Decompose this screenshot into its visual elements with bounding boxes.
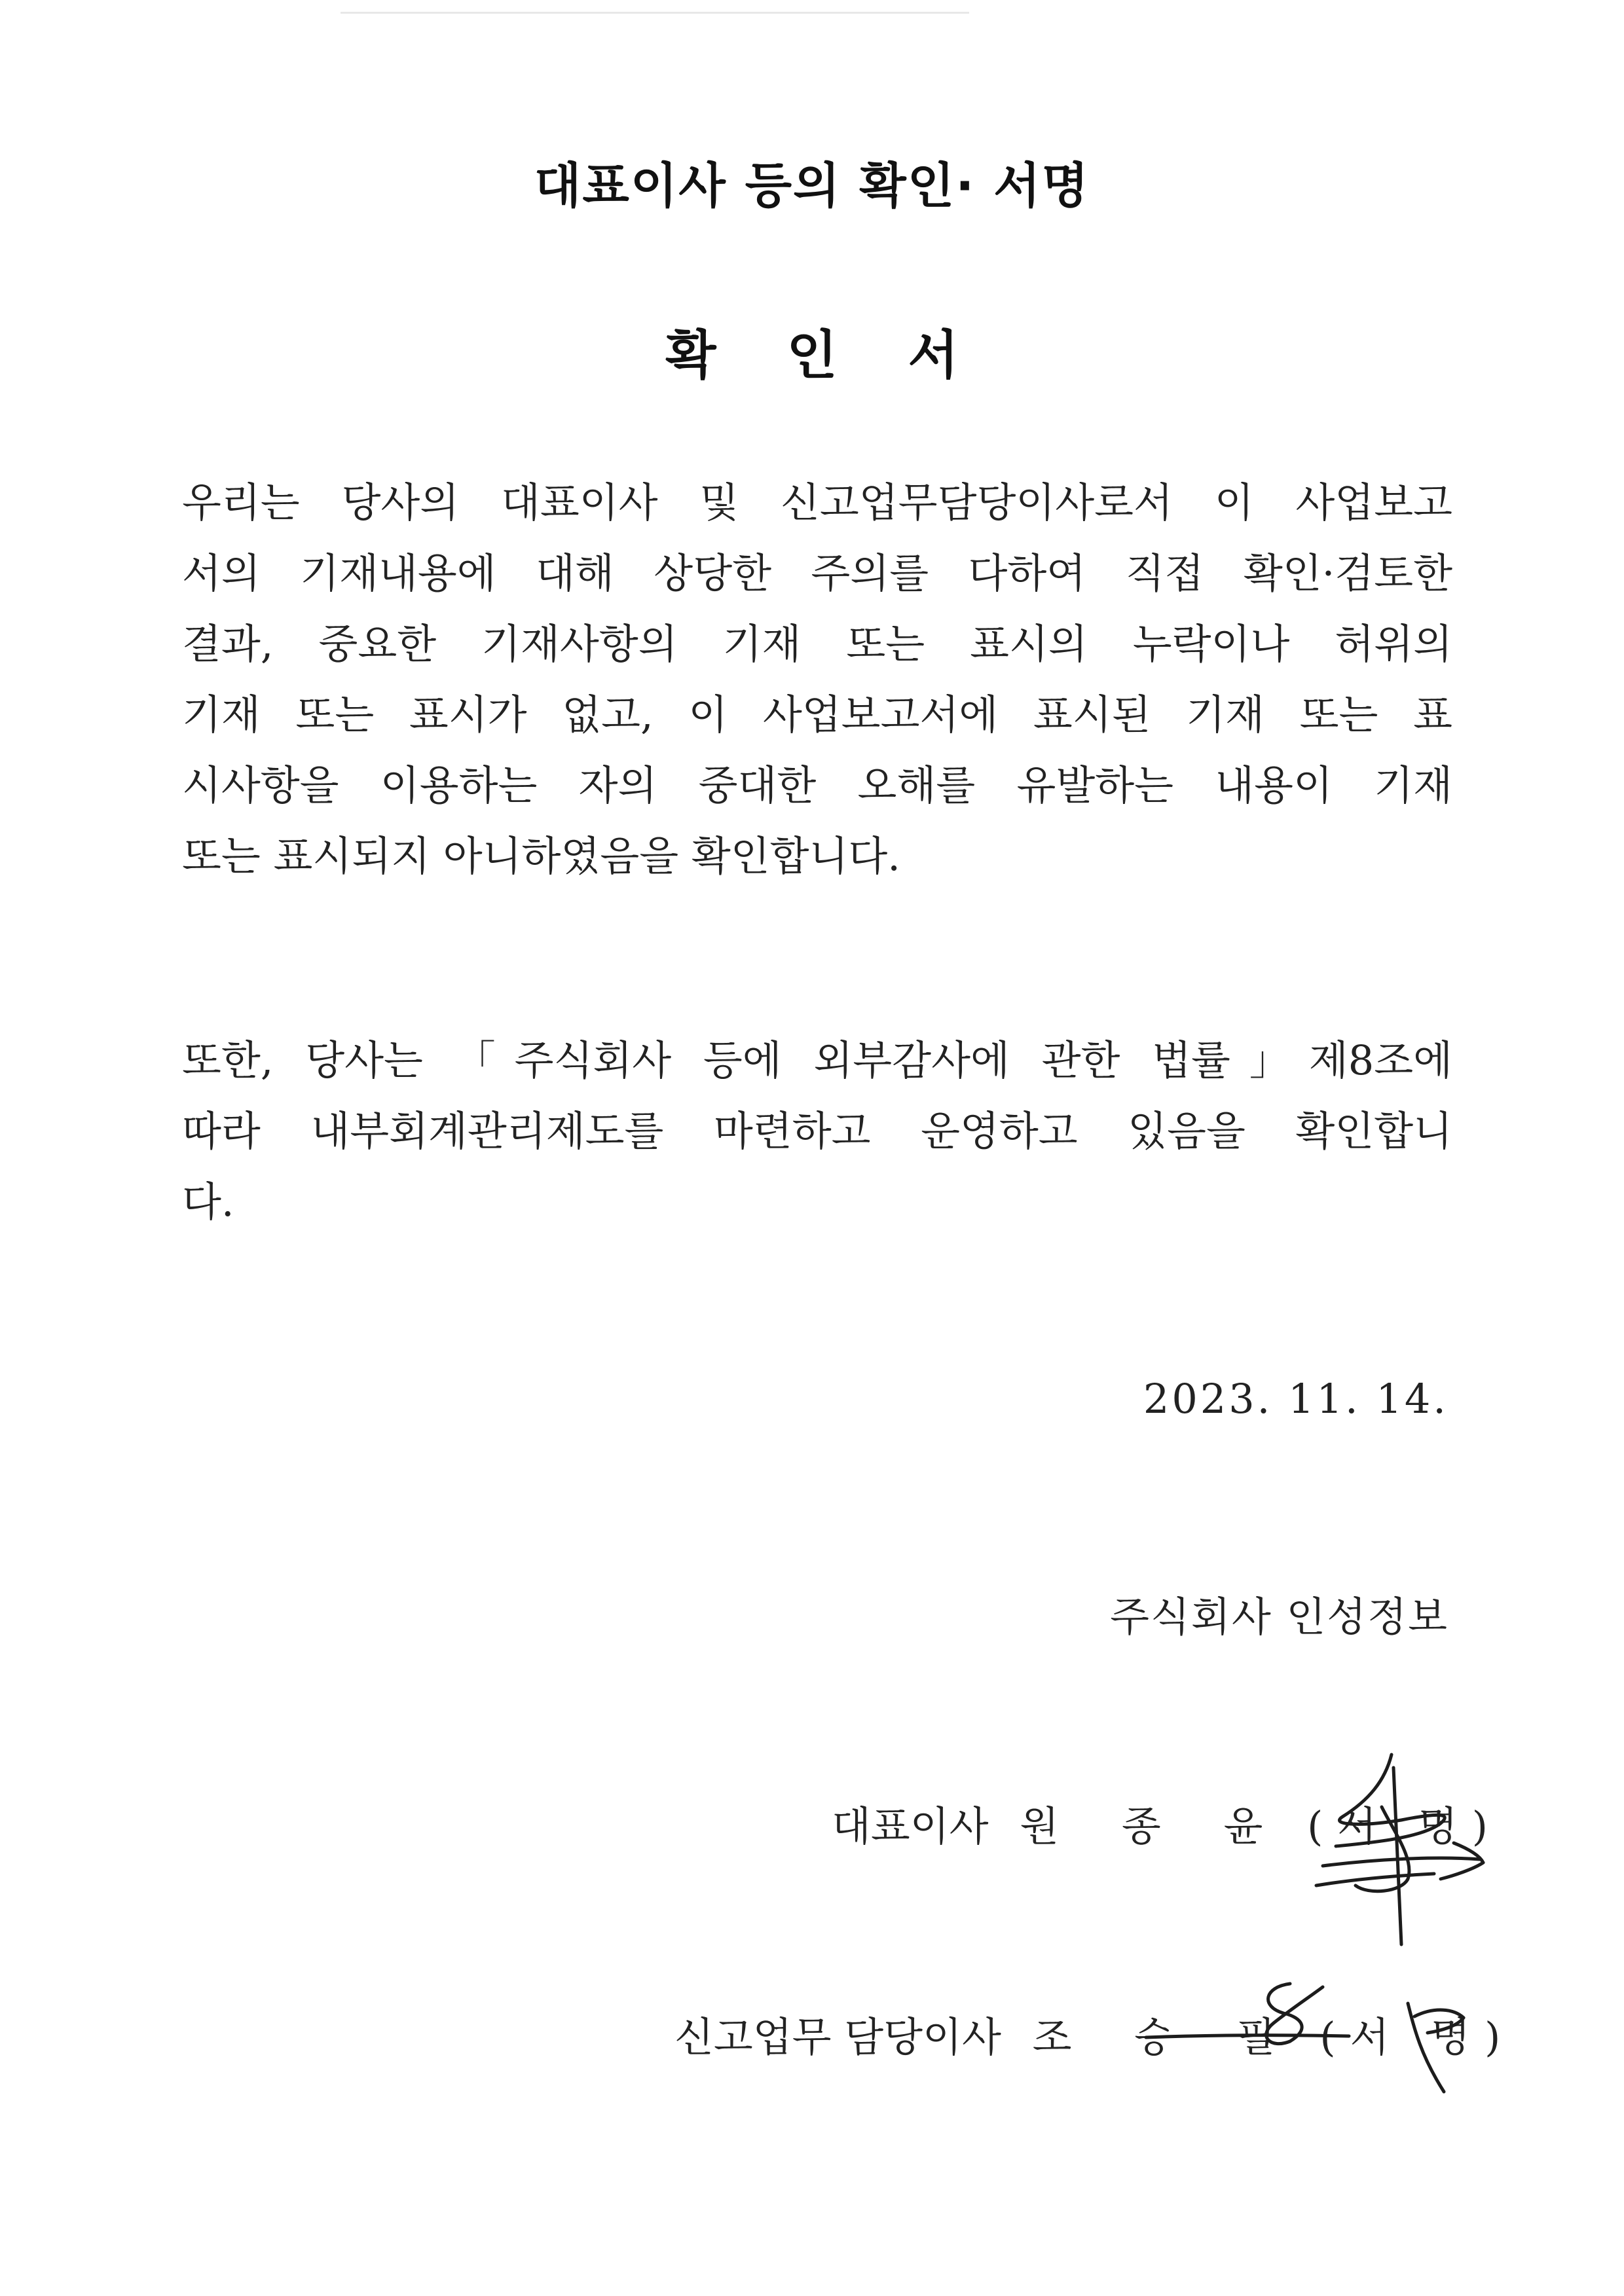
sign-label: (서 명): [1307, 1802, 1502, 1850]
paragraph2-line: 다.: [182, 1178, 234, 1226]
document-date: 2023. 11. 14.: [1143, 1375, 1449, 1423]
paragraph1-line: 우리는 당사의 대표이사 및 신고업무담당이사로서 이 사업보고: [182, 479, 1452, 526]
signature-line-officer: [674, 2005, 1515, 2063]
paragraph2-line: 따라 내부회계관리제도를 마련하고 운영하고 있음을 확인합니: [182, 1107, 1452, 1155]
paragraph2-line: 또한, 당사는 「주식회사 등에 외부감사에 관한 법률」제8조에: [182, 1036, 1452, 1084]
signatory-title: 신고업무 담당이사: [674, 2013, 1001, 2061]
signatory-title: 대표이사: [832, 1802, 989, 1850]
paragraph1-line: 또는 표시되지 아니하였음을 확인합니다.: [182, 832, 900, 880]
document-sub-title: 확 인 서: [665, 325, 985, 386]
signature-line-ceo: [832, 1794, 1502, 1852]
paragraph1-line: 시사항을 이용하는 자의 중대한 오해를 유발하는 내용이 기재: [182, 761, 1452, 809]
signatory-name: 조 승 필: [1032, 2013, 1301, 2061]
document-header-title: 대표이사 등의 확인· 서명: [534, 158, 1090, 214]
paragraph1-line: 결과, 중요한 기재사항의 기재 또는 표시의 누락이나 허위의: [182, 620, 1452, 668]
sign-label: (서 명): [1320, 2013, 1515, 2061]
paragraph1-line: 기재 또는 표시가 없고, 이 사업보고서에 표시된 기재 또는 표: [182, 691, 1452, 738]
company-name: 주식회사 인성정보: [1110, 1593, 1449, 1641]
signature-stroke: [1323, 1858, 1480, 1866]
signatory-name: 원 종 윤: [1020, 1802, 1288, 1850]
scan-edge-line: [341, 12, 969, 14]
signature-stroke: [1316, 1874, 1434, 1886]
paragraph1-line: 서의 기재내용에 대해 상당한 주의를 다하여 직접 확인·검토한: [182, 549, 1452, 597]
